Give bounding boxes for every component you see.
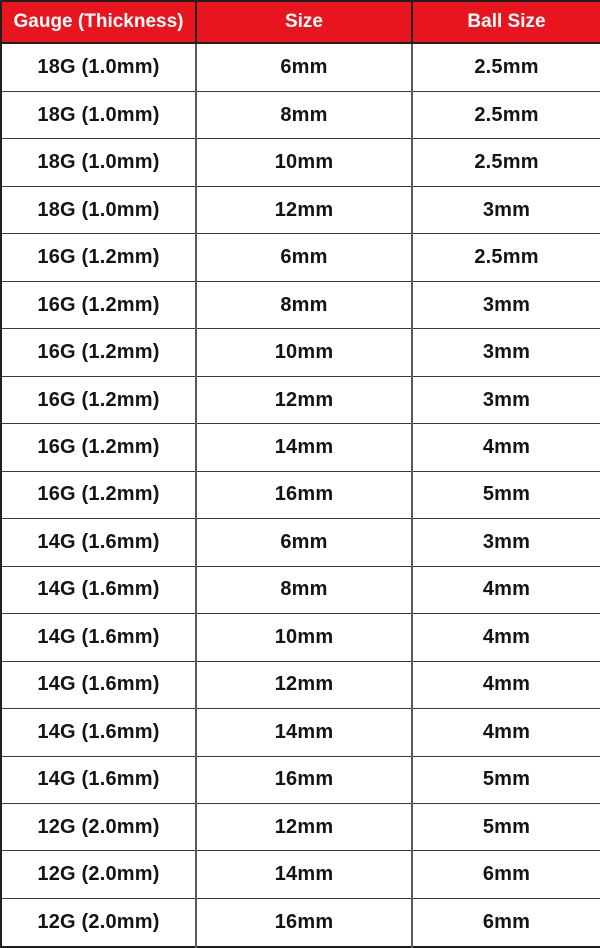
table-cell: 3mm xyxy=(412,329,600,376)
table-cell: 5mm xyxy=(412,803,600,850)
table-cell: 3mm xyxy=(412,281,600,328)
table-row xyxy=(1,709,600,756)
table-cell: 2.5mm xyxy=(412,139,600,186)
table-cell: 16G (1.2mm) xyxy=(1,281,196,328)
table-row xyxy=(1,43,600,91)
table-cell: 2.5mm xyxy=(412,43,600,91)
table-cell: 8mm xyxy=(196,91,412,138)
table-cell: 16mm xyxy=(196,471,412,518)
table-cell: 6mm xyxy=(412,851,600,898)
table-cell: 18G (1.0mm) xyxy=(1,43,196,91)
table-cell: 4mm xyxy=(412,424,600,471)
table-row xyxy=(1,91,600,138)
table-cell: 6mm xyxy=(196,234,412,281)
table-row xyxy=(1,614,600,661)
table-cell: 10mm xyxy=(196,614,412,661)
table-cell: 4mm xyxy=(412,661,600,708)
table-cell: 12G (2.0mm) xyxy=(1,851,196,898)
table-cell: 14mm xyxy=(196,851,412,898)
table-row xyxy=(1,376,600,423)
table-row xyxy=(1,898,600,947)
table-cell: 4mm xyxy=(412,566,600,613)
table-cell: 16G (1.2mm) xyxy=(1,376,196,423)
column-header-size: Size xyxy=(196,1,412,43)
table-row xyxy=(1,329,600,376)
table-cell: 14mm xyxy=(196,709,412,756)
table-cell: 4mm xyxy=(412,709,600,756)
table-cell: 16mm xyxy=(196,898,412,947)
column-header-gauge: Gauge (Thickness) xyxy=(1,1,196,43)
table-cell: 8mm xyxy=(196,566,412,613)
table-cell: 3mm xyxy=(412,519,600,566)
table-row xyxy=(1,186,600,233)
table-cell: 3mm xyxy=(412,186,600,233)
header-row xyxy=(1,1,600,43)
table-cell: 12G (2.0mm) xyxy=(1,898,196,947)
table-row xyxy=(1,661,600,708)
table-row xyxy=(1,803,600,850)
table-cell: 14G (1.6mm) xyxy=(1,661,196,708)
table-cell: 12mm xyxy=(196,186,412,233)
table-cell: 10mm xyxy=(196,329,412,376)
table-cell: 2.5mm xyxy=(412,234,600,281)
table-row xyxy=(1,281,600,328)
table-cell: 12mm xyxy=(196,803,412,850)
table-header xyxy=(1,1,600,43)
table-cell: 14mm xyxy=(196,424,412,471)
table-cell: 10mm xyxy=(196,139,412,186)
table-cell: 18G (1.0mm) xyxy=(1,186,196,233)
table-cell: 14G (1.6mm) xyxy=(1,709,196,756)
table-row xyxy=(1,424,600,471)
table-cell: 16G (1.2mm) xyxy=(1,234,196,281)
table-cell: 4mm xyxy=(412,614,600,661)
table-cell: 12G (2.0mm) xyxy=(1,803,196,850)
table-cell: 8mm xyxy=(196,281,412,328)
table-cell: 14G (1.6mm) xyxy=(1,614,196,661)
table-cell: 6mm xyxy=(196,43,412,91)
table-cell: 18G (1.0mm) xyxy=(1,139,196,186)
table-cell: 16G (1.2mm) xyxy=(1,471,196,518)
table-cell: 16mm xyxy=(196,756,412,803)
table-cell: 5mm xyxy=(412,471,600,518)
table-cell: 12mm xyxy=(196,376,412,423)
table-row xyxy=(1,851,600,898)
column-header-ball-size: Ball Size xyxy=(412,1,600,43)
table-cell: 18G (1.0mm) xyxy=(1,91,196,138)
table-row xyxy=(1,139,600,186)
table-cell: 14G (1.6mm) xyxy=(1,756,196,803)
table-row xyxy=(1,566,600,613)
table-row xyxy=(1,234,600,281)
table-cell: 12mm xyxy=(196,661,412,708)
table-row xyxy=(1,519,600,566)
table-body xyxy=(1,43,600,947)
table-cell: 14G (1.6mm) xyxy=(1,519,196,566)
table-cell: 6mm xyxy=(412,898,600,947)
table-cell: 16G (1.2mm) xyxy=(1,424,196,471)
table-cell: 14G (1.6mm) xyxy=(1,566,196,613)
table-row xyxy=(1,471,600,518)
table-cell: 3mm xyxy=(412,376,600,423)
table-cell: 5mm xyxy=(412,756,600,803)
table-cell: 6mm xyxy=(196,519,412,566)
table-row xyxy=(1,756,600,803)
table-cell: 2.5mm xyxy=(412,91,600,138)
table-cell: 16G (1.2mm) xyxy=(1,329,196,376)
